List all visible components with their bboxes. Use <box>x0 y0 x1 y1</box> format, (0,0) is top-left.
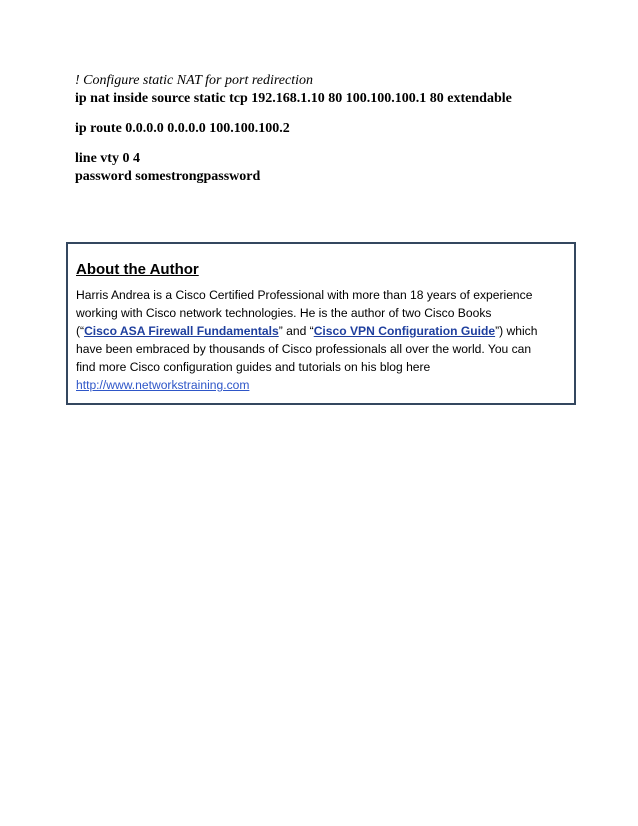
blog-url-link[interactable]: http://www.networkstraining.com <box>76 378 250 392</box>
spacer <box>75 138 595 150</box>
bio-and-text: ” and “ <box>278 324 314 338</box>
bio-line-3 <box>76 322 574 340</box>
bio-line-6 <box>76 376 574 394</box>
about-author-heading: About the Author <box>76 261 199 278</box>
bio-which-text: ”) which <box>495 324 538 338</box>
vty-command: line vty 0 4 <box>75 151 140 166</box>
book-link-asa-firewall[interactable]: Cisco ASA Firewall Fundamentals <box>84 324 279 338</box>
bio-line-2: working with Cisco network technologies. He is the author of two Cisco Books <box>76 306 492 320</box>
bio-line-1: Harris Andrea is a Cisco Certified Professional with more than 18 years of experience <box>76 288 533 302</box>
route-command: ip route 0.0.0.0 0.0.0.0 100.100.100.2 <box>75 121 290 136</box>
book-link-vpn-guide[interactable]: Cisco VPN Configuration Guide <box>313 324 496 338</box>
spacer <box>75 108 595 120</box>
bio-line-5: find more Cisco configuration guides and tutorials on his blog here <box>76 360 431 374</box>
config-comment: ! Configure static NAT for port redirection <box>75 73 313 88</box>
password-command: password somestrongpassword <box>75 169 261 184</box>
config-snippet <box>75 72 595 186</box>
bio-open-quote: (“ <box>76 324 85 338</box>
about-author-box <box>66 242 576 405</box>
author-bio <box>76 286 574 394</box>
nat-command: ip nat inside source static tcp 192.168.1.10 80 100.100.100.1 80 extendable <box>75 91 512 106</box>
bio-line-4: have been embraced by thousands of Cisco professionals all over the world. You can <box>76 342 532 356</box>
